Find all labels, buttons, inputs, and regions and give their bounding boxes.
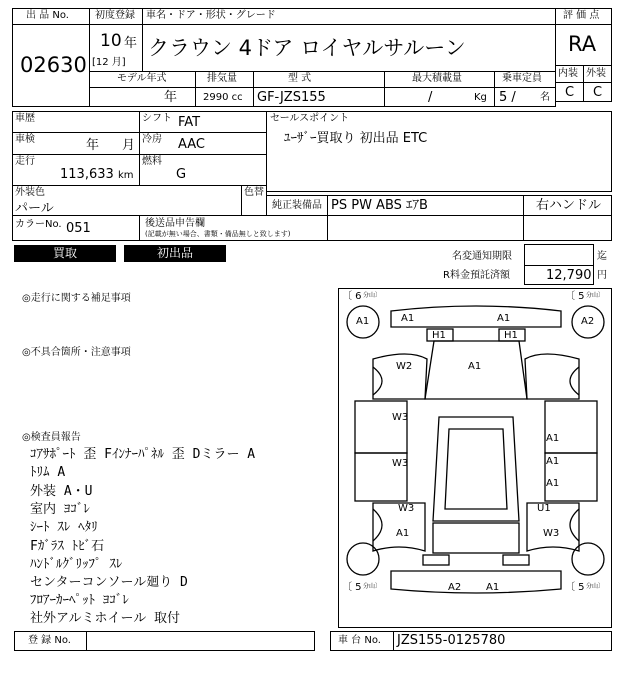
mileage-label: 走行 <box>15 156 35 167</box>
shift-value: FAT <box>178 115 201 130</box>
model-label-cell <box>253 71 385 88</box>
model-year-unit: 年 <box>164 90 178 105</box>
inspector-heading: ◎検査員報告 <box>22 432 81 443</box>
name-change-unit: 迄 <box>597 251 607 262</box>
sales-point-label: セールスポイント <box>270 113 350 124</box>
tire-rr-tread: 〔 5 <box>565 582 585 593</box>
tire-rr-unit: 分山〕 <box>586 583 605 590</box>
report-line: ｼｰﾄ ｽﾚ ﾍﾀﾘ <box>30 520 98 535</box>
tire-fl-tread: 〔 6 <box>342 291 362 302</box>
mark-door-fr: A1 <box>546 433 560 444</box>
chassis-label: 車 台 No. <box>338 635 381 646</box>
mark-quarter-r-w: W3 <box>543 528 560 539</box>
report-line: Fｶﾞﾗｽ ﾄﾋﾞ石 <box>30 539 105 554</box>
chassis-number: JZS155-0125780 <box>397 633 506 648</box>
tire-rl-unit: 分山〕 <box>363 583 382 590</box>
mark-bumper-rear: A2 <box>448 582 462 593</box>
first-reg-label: 初度登録 <box>95 10 135 21</box>
ext-color-label: 外装色 <box>15 187 45 198</box>
exterior-grade: C <box>593 85 603 100</box>
model-label: 型 式 <box>288 73 312 84</box>
shift-label: シフト <box>142 113 172 124</box>
first-reg-month: [12 月] <box>92 57 126 68</box>
history-label: 車歴 <box>15 113 35 124</box>
first-listing-badge: 初出品 <box>124 245 226 262</box>
inspection-year: 年 <box>86 138 100 153</box>
mark-sill-left: W3 <box>398 503 415 514</box>
displacement: 2990 cc <box>203 92 243 103</box>
report-line: 社外アルミホイール 取付 <box>30 611 181 626</box>
mark-door-fl: W3 <box>392 412 409 423</box>
mark-bumper-front-left: A1 <box>401 313 415 324</box>
aircon-label: 冷房 <box>142 134 162 145</box>
reg-no-label: 登 録 No. <box>28 635 71 646</box>
mark-quarter-r-u: U1 <box>537 503 551 514</box>
post-sale-label: 後送品申告欄 <box>145 218 205 229</box>
damage-diagram <box>338 288 612 628</box>
mark-quarter-rl: A1 <box>396 528 410 539</box>
lot-label: 出 品 No. <box>26 10 69 21</box>
max-load-label: 最大積載量 <box>412 73 462 84</box>
tire-fl-unit: 分山〕 <box>363 292 382 299</box>
car-name-label: 車名・ドア・形状・グレード <box>146 10 276 21</box>
mark-door-rr: A1 <box>546 456 560 467</box>
interior-label: 内装 <box>558 68 578 79</box>
report-line: ﾌﾛｱｰｶｰﾍﾟｯﾄ ﾖｺﾞﾚ <box>30 593 129 608</box>
reg-no-cell <box>86 631 315 651</box>
mark-bumper-front-right: A1 <box>497 313 511 324</box>
first-reg-year-unit: 年 <box>124 36 138 51</box>
lot-number: 02630 <box>20 53 87 77</box>
mark-headlight-right: H1 <box>504 330 518 341</box>
driving-notes-heading: ◎走行に関する補足事項 <box>22 293 131 304</box>
overall-grade: RA <box>568 32 597 56</box>
report-line: ﾊﾝﾄﾞﾙｸﾞﾘｯﾌﾟ ｽﾚ <box>30 557 123 572</box>
capacity-unit: 名 <box>540 92 550 103</box>
equipment-value: PS PW ABS ｴｱB <box>331 198 428 213</box>
fuel-value: G <box>176 167 187 182</box>
report-line: センターコンソール廻り D <box>30 575 188 590</box>
max-load-unit: Kg <box>474 92 487 103</box>
model-year-cell <box>89 87 196 107</box>
inspection-month: 月 <box>122 138 136 153</box>
name-change-cell <box>524 244 594 266</box>
model-year-label: モデル年式 <box>117 73 167 84</box>
displacement-label: 排気量 <box>207 73 237 84</box>
repaint-label: 色替 <box>244 187 264 198</box>
mileage-unit: km <box>118 170 134 181</box>
recycle-label: R料金預託済額 <box>443 270 510 281</box>
capacity: 5 / <box>499 90 516 105</box>
report-line: ｺｱｻﾎﾟｰﾄ 歪 Fｲﾝﾅｰﾊﾟﾈﾙ 歪 Dミラー A <box>30 447 256 462</box>
color-no-label: カラーNo. <box>15 219 62 230</box>
capacity-label: 乗車定員 <box>502 73 542 84</box>
inspection-label: 車検 <box>15 134 35 145</box>
report-line: ﾄﾘﾑ A <box>30 465 66 480</box>
tire-fr-unit: 分山〕 <box>586 292 605 299</box>
buy-badge: 買取 <box>14 245 116 262</box>
mark-bumper-rear-2: A1 <box>486 582 500 593</box>
tire-rl-tread: 〔 5 <box>342 582 362 593</box>
mark-headlight-left: H1 <box>432 330 446 341</box>
mark-hood: A1 <box>468 361 482 372</box>
mark-quarter-rr: A1 <box>546 478 560 489</box>
car-outline-diagram <box>339 289 613 629</box>
max-load-sep: / <box>428 90 433 105</box>
exterior-label: 外装 <box>586 68 606 79</box>
mileage-value: 113,633 <box>60 167 114 182</box>
mark-door-rl: W3 <box>392 458 409 469</box>
model-code: GF-JZS155 <box>257 90 326 105</box>
name-change-label: 名変通知期限 <box>452 251 512 262</box>
first-reg-year: 10 <box>100 31 122 51</box>
defects-heading: ◎不具合箇所・注意事項 <box>22 347 131 358</box>
car-name: クラウン 4ドア ロイヤルサルーン <box>148 36 466 60</box>
post-sale-note: (記載が無い場合、書類・備品無しと致します) <box>145 230 291 238</box>
report-line: 室内 ﾖｺﾞﾚ <box>30 502 90 517</box>
equipment-label: 純正装備品 <box>272 200 322 211</box>
fuel-label: 燃料 <box>142 156 162 167</box>
sales-point-text: ﾕｰｻﾞｰ買取り 初出品 ETC <box>284 131 428 146</box>
steering-value: 右ハンドル <box>536 198 602 213</box>
mark-wheel-fr: A2 <box>581 316 595 327</box>
aircon-value: AAC <box>178 137 205 152</box>
ext-color-value: パール <box>15 201 54 216</box>
recycle-value: 12,790 <box>546 268 592 283</box>
mark-wheel-fl: A1 <box>356 316 370 327</box>
mark-fender-fl: W2 <box>396 361 413 372</box>
recycle-unit: 円 <box>597 270 607 281</box>
interior-grade: C <box>565 85 575 100</box>
grade-label: 評 価 点 <box>563 10 600 21</box>
blank-cell-1 <box>327 215 524 241</box>
report-line: 外装 A・U <box>30 484 93 499</box>
blank-cell-2 <box>523 215 612 241</box>
tire-fr-tread: 〔 5 <box>565 291 585 302</box>
color-no-value: 051 <box>66 221 91 236</box>
